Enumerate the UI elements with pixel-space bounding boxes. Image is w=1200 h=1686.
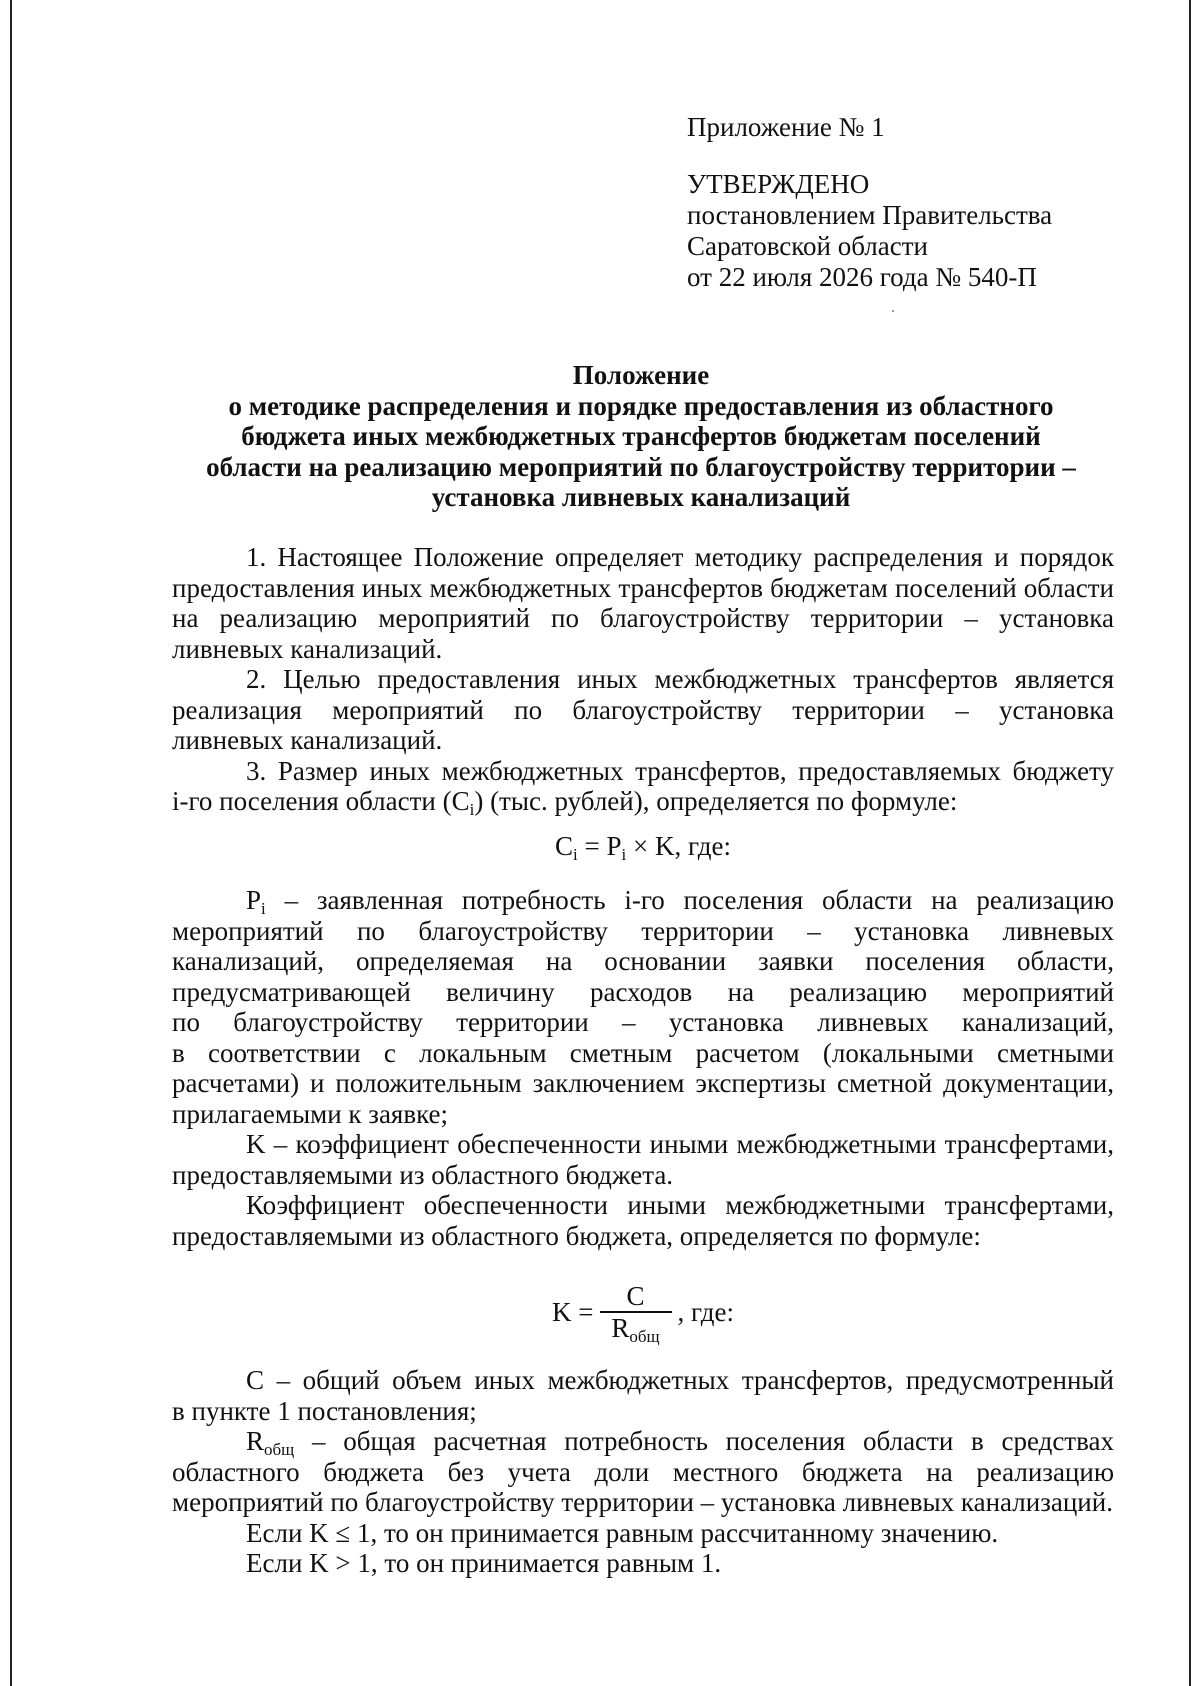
text-line: в соответствии с локальным сметным расчетом (локальными сметными	[172, 1037, 1114, 1068]
text-line: предусматривающей величину расходов на реализацию мероприятий	[172, 976, 1114, 1007]
text-line: Коэффициент обеспеченности иными межбюджетными трансфертами,	[246, 1190, 1114, 1220]
scan-edge-right	[1189, 0, 1191, 1686]
fraction	[600, 1281, 672, 1346]
text-line: предоставления иных межбюджетных трансфертов бюджетам поселений области	[172, 572, 1114, 603]
text-line	[172, 1426, 1114, 1457]
subscript: общ	[629, 1326, 660, 1346]
text-line: предоставляемыми из областного бюджета, определяется по формуле:	[172, 1220, 981, 1251]
title-line-4: области на реализацию мероприятий по благоустройству территории –	[206, 451, 1076, 482]
text-line: K – коэффициент обеспеченности иными межбюджетными трансфертами,	[246, 1129, 1114, 1159]
scan-speck	[892, 310, 894, 312]
text-line: расчетами) и положительным заключением экспертизы сметной документации,	[172, 1068, 1114, 1098]
subscript: i	[261, 899, 266, 918]
subscript: i	[573, 844, 578, 864]
document-body	[172, 542, 1114, 1579]
text-line: прилагаемыми к заявке;	[172, 1098, 449, 1129]
text-fragment: – общая расчетная потребность поселения области в средствах	[294, 1426, 1114, 1456]
paragraph-1	[172, 542, 1114, 664]
text-line: канализаций, определяемая на основании заявки поселения области,	[172, 946, 1114, 976]
definition-r	[172, 1426, 1114, 1518]
text-fragment: – заявленная потребность i-го поселения области на реализацию	[265, 885, 1114, 915]
title-line-2: о методике распределения и порядке предоставления из областного	[228, 390, 1054, 421]
subscript: i	[621, 844, 627, 864]
text-line: ливневых канализаций.	[172, 725, 443, 755]
text-line: реализация мероприятий по благоустройству территории – установка	[172, 694, 1114, 725]
formula-text: × K, где:	[626, 830, 731, 861]
text-line: на реализацию мероприятий по благоустройству территории – установка	[172, 603, 1114, 633]
formula-text: = P	[577, 830, 622, 861]
formula-suffix: , где:	[677, 1296, 734, 1327]
text-line: по благоустройству территории – установка ливневых канализаций,	[172, 1007, 1114, 1037]
fraction-numerator: C	[626, 1281, 645, 1311]
title-line-5: установка ливневых канализаций	[431, 482, 851, 512]
spacer	[687, 143, 1052, 169]
formula-lhs: K =	[552, 1296, 594, 1327]
title-line-1: Положение	[572, 360, 710, 390]
text-line: 1. Настоящее Положение определяет методику распределения и порядок	[246, 542, 1114, 572]
fraction-denominator	[601, 1312, 669, 1346]
condition-line: Если K > 1, то он принимается равным 1.	[246, 1548, 722, 1578]
paragraph-2	[172, 664, 1114, 756]
text-line: мероприятий по благоустройству территории – установка ливневых канализаций.	[172, 1487, 1113, 1517]
text-fragment: ) (тыс. рублей), определяется по формуле:	[474, 786, 958, 816]
title-line-3: бюджета иных межбюджетных трансфертов бюджетам поселений	[241, 421, 1041, 451]
text-line	[172, 885, 1114, 916]
text-line	[172, 786, 1114, 817]
formula-symbol: C	[555, 830, 574, 861]
condition-line: Если K ≤ 1, то он принимается равным рассчитанному значению.	[246, 1517, 999, 1548]
text-line: ливневых канализаций.	[172, 633, 443, 664]
definition-k	[172, 1129, 1114, 1190]
approval-line-1: постановлением Правительства	[687, 200, 1053, 230]
k-formula-intro	[172, 1190, 1114, 1251]
appendix-approval-block	[687, 112, 1052, 293]
text-line: предоставляемыми из областного бюджета.	[172, 1159, 674, 1190]
subscript: общ	[264, 1440, 295, 1459]
formula-symbol: R	[246, 1426, 265, 1456]
formula-transfer-size	[172, 831, 1114, 862]
text-line: C – общий объем иных межбюджетных трансфертов, предусмотренный	[246, 1365, 1114, 1395]
appendix-number: Приложение № 1	[687, 112, 885, 142]
text-line: 2. Целью предоставления иных межбюджетных трансфертов является	[246, 664, 1114, 694]
formula-coefficient-k	[172, 1281, 1114, 1347]
formula-symbol: R	[611, 1312, 630, 1343]
paragraph-3	[172, 756, 1114, 817]
text-line: мероприятий по благоустройству территории – установка ливневых	[172, 915, 1114, 946]
definition-c	[172, 1365, 1114, 1426]
text-line: областного бюджета без учета доли местного бюджета на реализацию	[172, 1456, 1114, 1487]
text-fragment: i-го поселения области (C	[172, 786, 470, 816]
text-line: в пункте 1 постановления;	[172, 1395, 477, 1426]
text-line: 3. Размер иных межбюджетных трансфертов, предоставляемых бюджету	[246, 755, 1114, 786]
document-title	[150, 360, 1132, 513]
conditions	[172, 1518, 1114, 1579]
approval-line-3: от 22 июля 2026 года № 540-П	[687, 262, 1037, 292]
subscript: i	[469, 800, 475, 819]
approval-line-2: Саратовской области	[687, 231, 928, 261]
scan-edge-left	[10, 0, 12, 1686]
formula-symbol: P	[246, 885, 262, 915]
definition-pi	[172, 885, 1114, 1129]
approved-label: УТВЕРЖДЕНО	[687, 169, 870, 199]
